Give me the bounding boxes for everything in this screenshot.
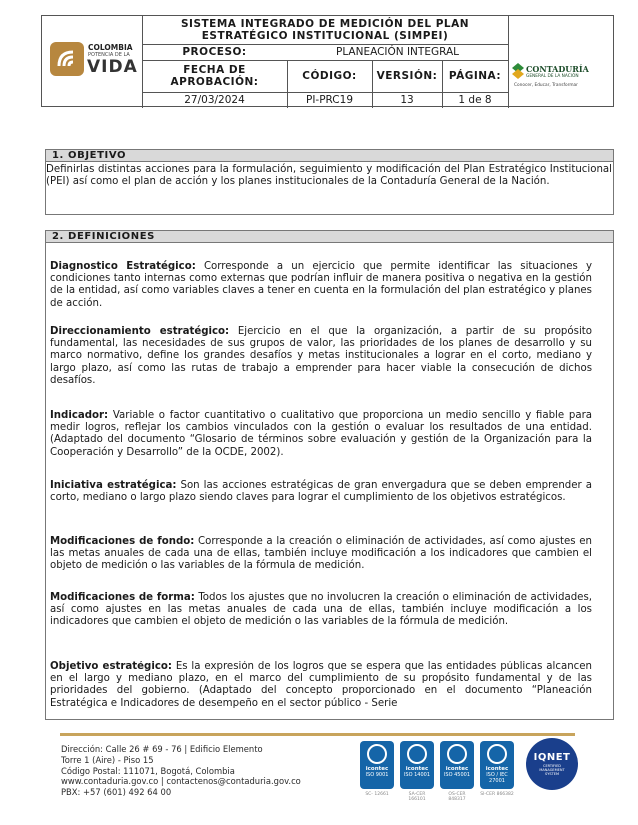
icontec-iso45001-badge <box>440 741 474 789</box>
contaduria-text-3: Conocer, Educar, Transformar <box>514 83 578 88</box>
footer-line-3: Código Postal: 111071, Bogotá, Colombia <box>61 765 235 776</box>
definition-text: Variable o factor cuantitativo o cualitativo que proporciona un medio sencillo y fiable para medir logros, reflejar los cambios vinculados con la gestión o evaluar los resultados de una entidad. (Adaptado del documento “Glosario de términos sobre evaluación y gestión de la Organización para la Cooperación y Desarrollo” de la OCDE, 2002). <box>50 410 592 458</box>
definition-item <box>50 261 592 310</box>
icontec-iso14001-badge <box>400 741 434 789</box>
proceso-label: PROCESO: <box>182 46 247 58</box>
cert-code: OS-CER 848317 <box>448 792 466 802</box>
icontec-iso9001-badge <box>360 741 394 789</box>
definition-item <box>50 410 592 459</box>
icontec-iso27001-badge <box>480 741 514 789</box>
definiciones-heading: 2. DEFINICIONES <box>45 230 614 243</box>
definition-text: Son las acciones estratégicas de gran envergadura que se deben emprender a corto, mediano o largo plazo siendo claves para lograr el cumplimiento de los objetivos estratégicos. <box>50 480 592 504</box>
contaduria-logo <box>512 60 612 100</box>
logo-text-1: COLOMBIA <box>88 43 133 52</box>
cert-code: SC- 12661 <box>365 792 389 797</box>
document-title: SISTEMA INTEGRADO DE MEDICIÓN DEL PLAN ESTRATÉGICO INSTITUCIONAL (SIMPEI) <box>180 18 470 42</box>
definition-item <box>50 480 592 504</box>
definition-term: Diagnostico Estratégico: <box>50 261 196 272</box>
objetivo-text: Definirlas distintas acciones para la formulación, seguimiento y modificación del Plan Estratégico Institucional (PEI) así como el plan de acción y los planes institucionales de la Contaduría General de la Nación. <box>46 164 612 188</box>
icontec-icon <box>407 744 427 764</box>
icontec-icon <box>367 744 387 764</box>
cert-name: icontec <box>365 766 389 772</box>
proceso-value: PLANEACIÓN INTEGRAL <box>335 46 460 58</box>
cert-code: SI-CER 866382 <box>480 792 514 797</box>
iqnet-badge <box>526 738 578 790</box>
contaduria-text-1: CONTADURÍA <box>526 64 589 74</box>
definition-text: Corresponde a la creación o eliminación de actividades, así como ajustes en las metas anuales de cada una de ellas, también incluye modificación a los indicadores que cambien el objeto de medición o las variables de la fórmula de medición. <box>50 536 592 572</box>
fecha-value: 27/03/2024 <box>184 93 245 106</box>
version-label: VERSIÓN: <box>376 70 438 82</box>
icontec-icon <box>487 744 507 764</box>
iqnet-name: IQNET <box>533 752 571 763</box>
definition-term: Modificaciones de forma: <box>50 592 195 603</box>
footer-line-2: Torre 1 (Aire) - Piso 15 <box>61 754 154 765</box>
codigo-value: PI-PRC19 <box>305 93 353 106</box>
objetivo-heading: 1. OBJETIVO <box>45 149 614 162</box>
definition-text: Corresponde a un ejercicio que permite identificar las situaciones y condiciones tanto internas como externas que podrían influir de manera positiva o negativa en la gestión de la entidad, así como variables claves a tener en cuenta en la formulación del plan estratégico y planes de acción. <box>50 261 592 309</box>
iqnet-text: CERTIFIED MANAGEMENT SYSTEM <box>539 764 565 776</box>
contaduria-mark-icon <box>512 63 524 79</box>
cert-name: icontec <box>485 766 509 772</box>
footer-line-1: Dirección: Calle 26 # 69 - 76 | Edificio Elemento <box>61 744 263 754</box>
footer-divider <box>60 733 575 736</box>
definition-term: Iniciativa estratégica: <box>50 480 177 491</box>
cert-code: SA-CER 166101 <box>408 792 426 802</box>
definition-text: Todos los ajustes que no involucren la creación o eliminación de actividades, así como ajustes en las metas anuales de cada una de ellas, también incluye modificación a los indicadores que cambien el objeto de medición o las variables de la fórmula de medición. <box>50 592 592 628</box>
footer-line-5: PBX: +57 (601) 492 64 00 <box>61 787 172 798</box>
cert-std: ISO / IEC 27001 <box>486 772 508 784</box>
codigo-label: CÓDIGO: <box>302 70 357 82</box>
contaduria-text-2: GENERAL DE LA NACIÓN <box>526 74 579 79</box>
pagina-label: PÁGINA: <box>448 70 502 82</box>
logo-text-2: POTENCIA DE LA <box>88 52 130 58</box>
definition-item <box>50 592 592 629</box>
icontec-icon <box>447 744 467 764</box>
definition-term: Indicador: <box>50 410 109 421</box>
definition-item <box>50 326 592 387</box>
document-header <box>41 15 614 107</box>
definition-text: Ejercicio en el que la organización, a partir de su propósito fundamental, las necesidades de sus grupos de valor, las prioridades de los planes de desarrollo y su marco normativo, define los grandes desafíos y metas institucionales a lograr en el corto, mediano y largo plazo, así como las rutas de trabajo a emprender para hacer viable la consecución de dichos desafíos. <box>50 326 592 386</box>
version-value: 13 <box>400 93 414 106</box>
cert-std: ISO 9001 <box>365 772 389 778</box>
fecha-label: FECHA DE APROBACIÓN: <box>170 64 259 88</box>
definition-item <box>50 536 592 573</box>
footer-address <box>61 744 301 798</box>
definition-text: Es la expresión de los logros que se espera que las entidades públicas alcancen en el largo y mediano plazo, en el marco del cumplimiento de su propósito fundamental y de las prioridades del gobierno. (Adaptado del concepto proporcionado en el documento “Planeación Estratégica e Indicadores de desempeño en el sector público - Serie <box>50 661 592 709</box>
definition-term: Direccionamiento estratégico: <box>50 326 230 337</box>
definition-term: Modificaciones de fondo: <box>50 536 195 547</box>
cert-std: ISO 14001 <box>403 772 431 778</box>
logo-mark-icon <box>50 42 84 76</box>
pagina-value: 1 de 8 <box>458 93 492 106</box>
cert-std: ISO 45001 <box>443 772 471 778</box>
colombia-logo <box>48 40 140 84</box>
cert-name: icontec <box>405 766 429 772</box>
footer-link[interactable]: www.contaduria.gov.co | contactenos@contaduria.gov.co <box>61 776 301 787</box>
definition-term: Objetivo estratégico: <box>50 661 172 672</box>
cert-name: icontec <box>445 766 469 772</box>
logo-text-3: VIDA <box>87 57 138 77</box>
definition-item <box>50 661 592 718</box>
